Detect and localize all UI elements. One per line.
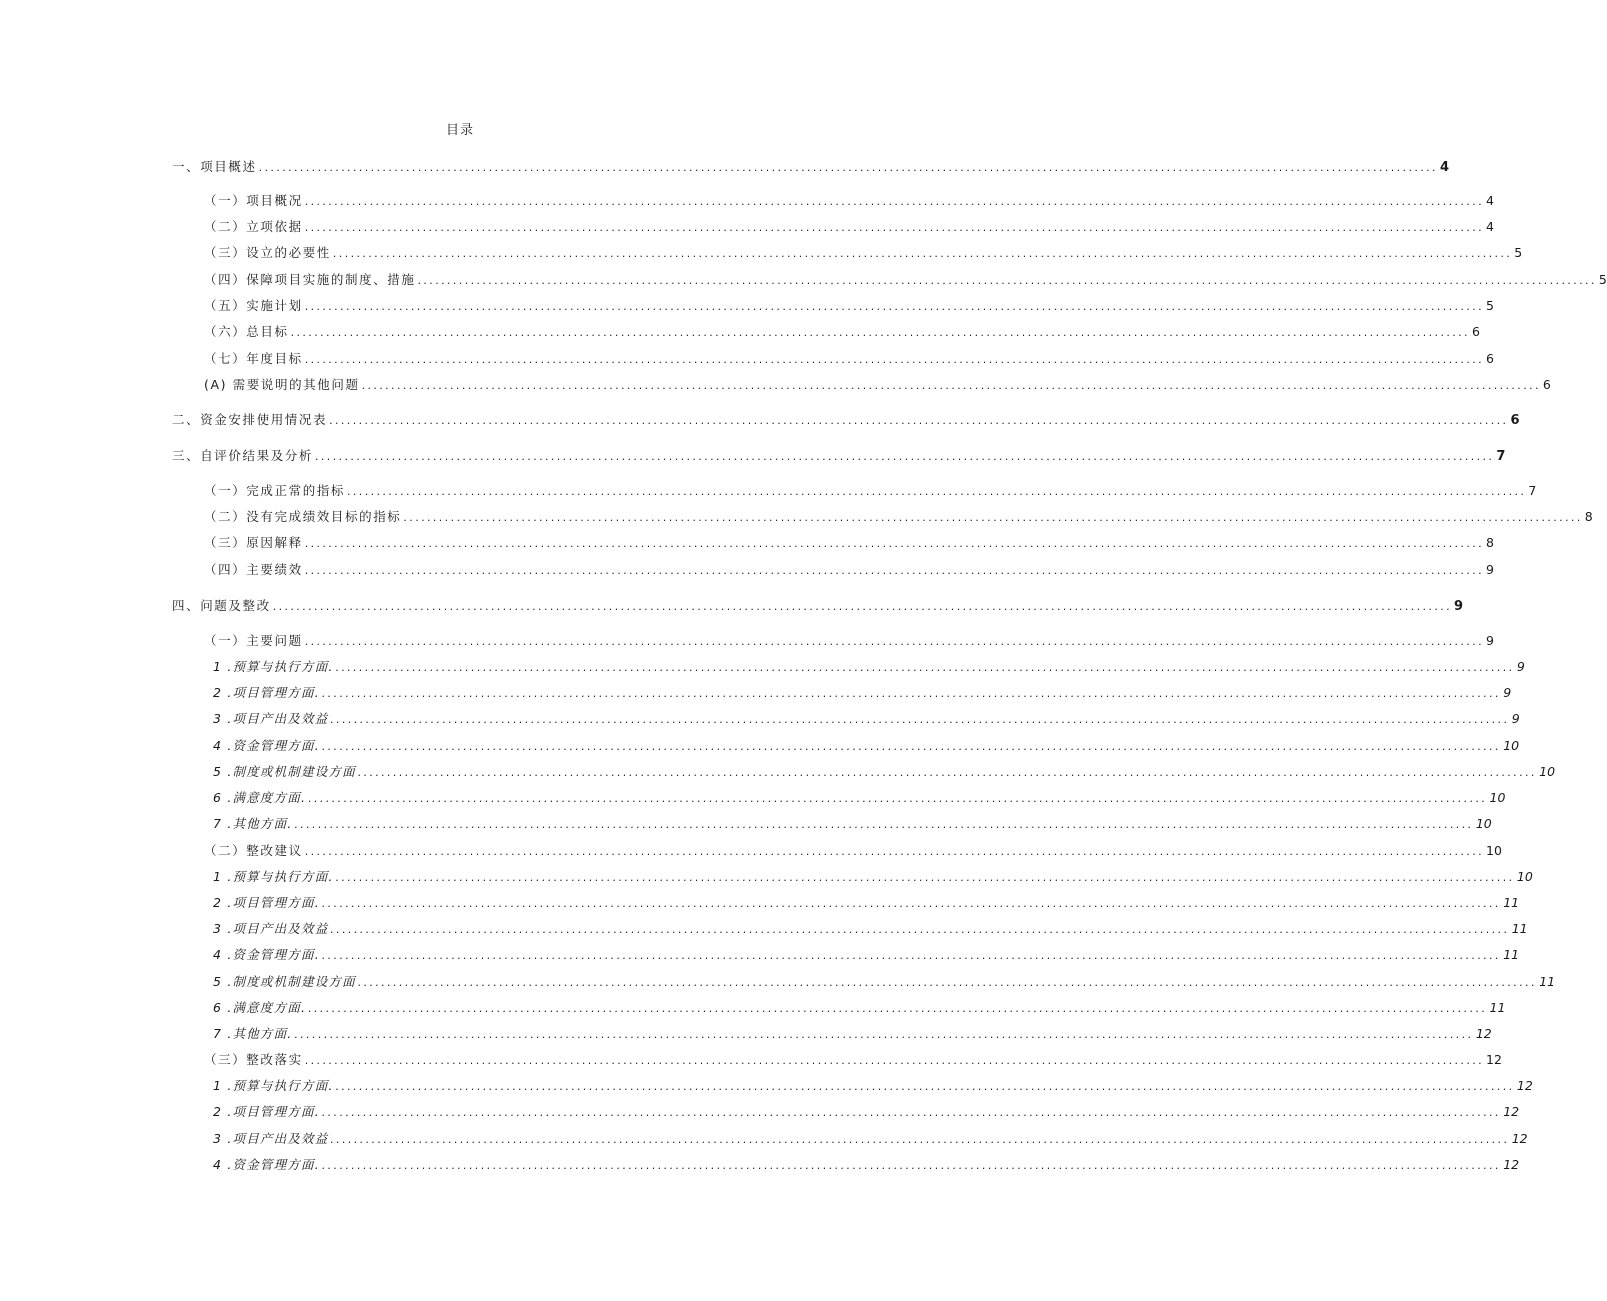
- toc-entry-page-number: 11: [1503, 947, 1520, 962]
- dot-leader: ........................................................................................................................................................................................................: [308, 1002, 1488, 1015]
- toc-entry-page-number: 4: [1486, 193, 1494, 208]
- toc-entry[interactable]: [204, 561, 1494, 579]
- toc-entry-page-number: 10: [1489, 790, 1506, 805]
- toc-entry[interactable]: [172, 158, 1449, 176]
- dot-leader: ........................................................................................................................................................................................................: [321, 949, 1502, 962]
- toc-entry-label: 一、项目概述: [172, 159, 257, 174]
- toc-entry-page-number: 12: [1475, 1026, 1492, 1041]
- toc-entry[interactable]: [204, 192, 1494, 210]
- toc-entry-page-number: 12: [1486, 1052, 1502, 1067]
- toc-entry-label: 2 .项目管理方面.: [213, 895, 320, 910]
- dot-leader: ........................................................................................................................................................................................................: [321, 1106, 1502, 1119]
- toc-entry-page-number: 7: [1496, 449, 1506, 464]
- toc-entry[interactable]: [213, 894, 1520, 912]
- toc-entry-page-number: 10: [1539, 764, 1556, 779]
- toc-entry[interactable]: [213, 920, 1528, 938]
- toc-entry-label: （七）年度目标: [204, 351, 303, 366]
- dot-leader: ........................................................................................................................................................................................................: [403, 511, 1583, 524]
- toc-entry[interactable]: [213, 1130, 1528, 1148]
- dot-leader: ........................................................................................................................................................................................................: [294, 1028, 1474, 1041]
- toc-entry-label: 4 .资金管理方面.: [213, 1157, 320, 1172]
- dot-leader: ........................................................................................................................................................................................................: [321, 687, 1502, 700]
- dot-leader: ........................................................................................................................................................................................................: [304, 564, 1485, 577]
- toc-entry[interactable]: [213, 1077, 1533, 1095]
- toc-entry[interactable]: [204, 842, 1502, 860]
- toc-entry[interactable]: [213, 737, 1520, 755]
- toc-entry-page-number: 6: [1542, 377, 1551, 392]
- toc-entry-page-number: 7: [1528, 483, 1537, 498]
- toc-entry-page-number: 9: [1516, 659, 1525, 674]
- toc-entry-page-number: 9: [1486, 562, 1494, 577]
- dot-leader: ........................................................................................................................................................................................................: [304, 1054, 1485, 1067]
- toc-entry-label: （六）总目标: [204, 324, 289, 339]
- toc-entry-page-number: 9: [1454, 599, 1464, 614]
- dot-leader: ........................................................................................................................................................................................................: [321, 1159, 1502, 1172]
- toc-entry-page-number: 6: [1471, 324, 1480, 339]
- toc-entry-page-number: 9: [1511, 711, 1520, 726]
- dot-leader: ........................................................................................................................................................................................................: [258, 161, 1438, 174]
- toc-entry[interactable]: [204, 218, 1494, 236]
- toc-entry[interactable]: [204, 297, 1494, 315]
- dot-leader: ........................................................................................................................................................................................................: [417, 274, 1597, 287]
- toc-entry[interactable]: [172, 597, 1464, 615]
- toc-entry-page-number: 10: [1486, 843, 1502, 858]
- toc-entry-label: 3 .项目产出及效益: [213, 921, 329, 936]
- toc-entry-label: 1 .预算与执行方面.: [213, 1078, 334, 1093]
- toc-entry[interactable]: [172, 447, 1506, 465]
- toc-entry[interactable]: [213, 684, 1512, 702]
- dot-leader: ........................................................................................................................................................................................................: [304, 537, 1485, 550]
- toc-entry-page-number: 4: [1439, 160, 1449, 175]
- toc-entry[interactable]: [204, 508, 1593, 526]
- toc-entry[interactable]: [213, 710, 1520, 728]
- dot-leader: ........................................................................................................................................................................................................: [347, 485, 1527, 498]
- toc-entry-page-number: 8: [1486, 535, 1494, 550]
- toc-entry-label: （二）立项依据: [204, 219, 303, 234]
- toc-entry[interactable]: [213, 999, 1506, 1017]
- toc-entry[interactable]: [213, 1025, 1492, 1043]
- dot-leader: ........................................................................................................................................................................................................: [332, 247, 1513, 260]
- dot-leader: ........................................................................................................................................................................................................: [321, 897, 1502, 910]
- toc-entry[interactable]: [213, 815, 1492, 833]
- toc-entry[interactable]: [213, 868, 1533, 886]
- dot-leader: ........................................................................................................................................................................................................: [329, 414, 1509, 427]
- toc-entry-label: （二）没有完成绩效目标的指标: [204, 509, 402, 524]
- toc-entry[interactable]: [213, 946, 1520, 964]
- toc-entry-label: 5 .制度或机制建设方面: [213, 764, 356, 779]
- toc-entry-page-number: 5: [1486, 298, 1494, 313]
- toc-entry[interactable]: [213, 1156, 1520, 1174]
- toc-entry-label: 5 .制度或机制建设方面: [213, 974, 356, 989]
- toc-entry-label: 4 .资金管理方面.: [213, 738, 320, 753]
- toc-entry-page-number: 10: [1503, 738, 1520, 753]
- toc-entry-page-number: 6: [1510, 413, 1520, 428]
- toc-entry-page-number: 4: [1486, 219, 1494, 234]
- toc-entry[interactable]: [213, 658, 1525, 676]
- toc-entry[interactable]: [213, 1103, 1520, 1121]
- toc-entry-label: 四、问题及整改: [172, 598, 271, 613]
- dot-leader: ........................................................................................................................................................................................................: [361, 379, 1541, 392]
- dot-leader: ........................................................................................................................................................................................................: [357, 766, 1538, 779]
- toc-entry-label: 4 .资金管理方面.: [213, 947, 320, 962]
- dot-leader: ........................................................................................................................................................................................................: [272, 600, 1453, 613]
- toc-entry[interactable]: [172, 411, 1520, 429]
- toc-entry-page-number: 12: [1516, 1078, 1533, 1093]
- toc-entry-label: （一）项目概况: [204, 193, 303, 208]
- dot-leader: ........................................................................................................................................................................................................: [330, 1133, 1510, 1146]
- toc-entry[interactable]: [204, 323, 1480, 341]
- toc-entry-label: （三）整改落实: [204, 1052, 303, 1067]
- toc-entry-page-number: 11: [1539, 974, 1556, 989]
- dot-leader: ........................................................................................................................................................................................................: [294, 818, 1474, 831]
- toc-entry-page-number: 11: [1503, 895, 1520, 910]
- toc-entry-page-number: 12: [1503, 1104, 1520, 1119]
- toc-entry-label: 3 .项目产出及效益: [213, 711, 329, 726]
- toc-entry-label: （二）整改建议: [204, 843, 303, 858]
- toc-entry-page-number: 8: [1584, 509, 1593, 524]
- toc-entry-label: 6 .满意度方面.: [213, 1000, 307, 1015]
- toc-entry-label: 6 .满意度方面.: [213, 790, 307, 805]
- toc-entry-page-number: 9: [1486, 633, 1494, 648]
- dot-leader: ........................................................................................................................................................................................................: [315, 450, 1495, 463]
- toc-entry-label: 7 .其他方面.: [213, 816, 293, 831]
- dot-leader: ........................................................................................................................................................................................................: [304, 300, 1485, 313]
- toc-entry[interactable]: [213, 763, 1556, 781]
- page-title: 目录: [445, 123, 474, 138]
- toc-entry-label: （四）保障项目实施的制度、措施: [204, 272, 416, 287]
- dot-leader: ........................................................................................................................................................................................................: [335, 661, 1515, 674]
- dot-leader: ........................................................................................................................................................................................................: [304, 353, 1485, 366]
- toc-entry[interactable]: [213, 789, 1506, 807]
- toc-entry-page-number: 12: [1511, 1131, 1528, 1146]
- dot-leader: ........................................................................................................................................................................................................: [335, 1080, 1515, 1093]
- toc-entry-page-number: 9: [1503, 685, 1512, 700]
- toc-entry-page-number: 11: [1511, 921, 1528, 936]
- toc-entry-label: 3 .项目产出及效益: [213, 1131, 329, 1146]
- toc-entry[interactable]: [204, 376, 1551, 394]
- toc-entry-page-number: 5: [1598, 272, 1607, 287]
- toc-entry-label: 7 .其他方面.: [213, 1026, 293, 1041]
- dot-leader: ........................................................................................................................................................................................................: [321, 740, 1502, 753]
- dot-leader: ........................................................................................................................................................................................................: [330, 923, 1510, 936]
- toc-entry-label: 2 .项目管理方面.: [213, 1104, 320, 1119]
- toc-entry-label: （一）完成正常的指标: [204, 483, 346, 498]
- toc-entry[interactable]: [204, 534, 1494, 552]
- dot-leader: ........................................................................................................................................................................................................: [304, 221, 1485, 234]
- toc-entry-page-number: 10: [1475, 816, 1492, 831]
- toc-entry[interactable]: [204, 482, 1537, 500]
- toc-entry-page-number: 12: [1503, 1157, 1520, 1172]
- toc-entry[interactable]: [213, 973, 1556, 991]
- dot-leader: ........................................................................................................................................................................................................: [357, 976, 1538, 989]
- dot-leader: ........................................................................................................................................................................................................: [335, 871, 1515, 884]
- toc-entry-label: 三、自评价结果及分析: [172, 448, 314, 463]
- toc-entry-label: （四）主要绩效: [204, 562, 303, 577]
- toc-entry[interactable]: [204, 632, 1494, 650]
- toc-entry[interactable]: [204, 350, 1494, 368]
- toc-entry-label: （三）设立的必要性: [204, 245, 331, 260]
- toc-entry-page-number: 11: [1489, 1000, 1506, 1015]
- toc-entry-label: 1 .预算与执行方面.: [213, 869, 334, 884]
- toc-entry[interactable]: [204, 1051, 1502, 1069]
- toc-entry-label: （三）原因解释: [204, 535, 303, 550]
- toc-entry-label: 2 .项目管理方面.: [213, 685, 320, 700]
- toc-entry-label: （五）实施计划: [204, 298, 303, 313]
- toc-entry-label: 二、资金安排使用情况表: [172, 412, 328, 427]
- toc-entry-page-number: 5: [1514, 245, 1523, 260]
- dot-leader: ........................................................................................................................................................................................................: [304, 195, 1485, 208]
- dot-leader: ........................................................................................................................................................................................................: [330, 713, 1510, 726]
- toc-entry-page-number: 6: [1486, 351, 1494, 366]
- dot-leader: ........................................................................................................................................................................................................: [304, 635, 1485, 648]
- dot-leader: ........................................................................................................................................................................................................: [304, 845, 1485, 858]
- toc-entry-label: （一）主要问题: [204, 633, 303, 648]
- toc-entry-label: 1 .预算与执行方面.: [213, 659, 334, 674]
- dot-leader: ........................................................................................................................................................................................................: [308, 792, 1488, 805]
- dot-leader: ........................................................................................................................................................................................................: [290, 326, 1470, 339]
- toc-entry[interactable]: [204, 244, 1523, 262]
- toc-entry-label: (A) 需要说明的其他问题: [204, 377, 360, 392]
- toc-entry-page-number: 10: [1516, 869, 1533, 884]
- toc-entry[interactable]: [204, 271, 1607, 289]
